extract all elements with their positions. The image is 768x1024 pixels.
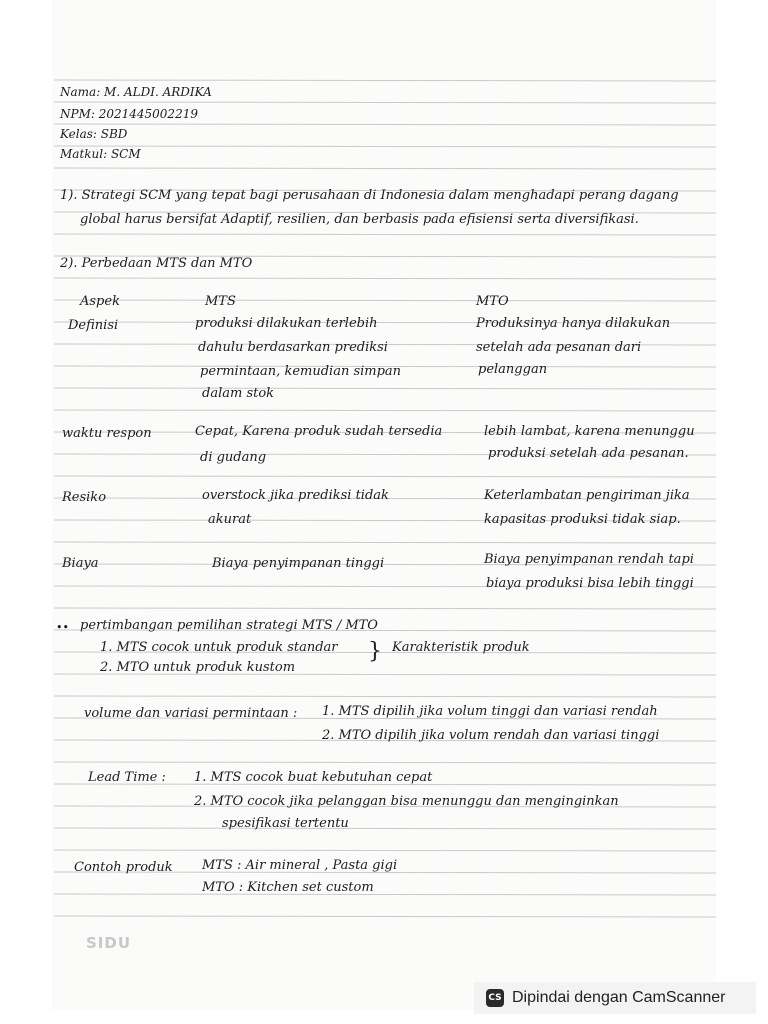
ruled-line bbox=[54, 278, 716, 279]
answer-1-line-1: 1). Strategi SCM yang tepat bagi perusahaan di Indonesia dalam menghadapi perang dagang bbox=[60, 188, 679, 203]
waktu-mto-line: lebih lambat, karena menunggu bbox=[484, 424, 695, 439]
answer-2-title: 2). Perbedaan MTS dan MTO bbox=[60, 256, 253, 271]
ruled-line bbox=[54, 410, 716, 411]
camscanner-text: Dipindai dengan CamScanner bbox=[512, 989, 726, 1006]
definisi-mts-line: produksi dilakukan terlebih bbox=[195, 316, 378, 331]
curly-bracket-icon: } bbox=[368, 639, 382, 664]
biaya-mto-line: Biaya penyimpanan rendah tapi bbox=[484, 552, 694, 567]
row-aspek-biaya: Biaya bbox=[62, 556, 99, 571]
ruled-line bbox=[54, 102, 716, 103]
characteristic-label: Karakteristik produk bbox=[392, 640, 530, 655]
biaya-mts-line: Biaya penyimpanan tinggi bbox=[212, 556, 385, 571]
course-name: Matkul: SCM bbox=[60, 147, 141, 161]
row-aspek-waktu-respon: waktu respon bbox=[62, 426, 152, 441]
ruled-line bbox=[54, 608, 716, 609]
bullet-icon: •• bbox=[56, 621, 69, 634]
column-header-mto: MTO bbox=[476, 294, 509, 309]
definisi-mts-line: dahulu berdasarkan prediksi bbox=[198, 340, 388, 355]
row-aspek-definisi: Definisi bbox=[68, 318, 119, 333]
consideration-item: 1. MTS cocok untuk produk standar bbox=[100, 640, 338, 655]
ruled-line bbox=[54, 850, 716, 851]
camscanner-icon: CS bbox=[486, 989, 504, 1007]
ruled-line bbox=[54, 894, 716, 895]
volume-item: 1. MTS dipilih jika volum tinggi dan variasi rendah bbox=[322, 704, 658, 719]
waktu-mts-line: di gudang bbox=[200, 450, 267, 465]
resiko-mto-line: kapasitas produksi tidak siap. bbox=[484, 512, 681, 527]
ruled-line bbox=[54, 146, 716, 147]
lead-time-item: 2. MTO cocok jika pelanggan bisa menunggu dan menginginkan bbox=[194, 794, 619, 809]
ruled-line bbox=[54, 388, 716, 389]
definisi-mts-line: permintaan, kemudian simpan bbox=[200, 364, 402, 379]
student-class: Kelas: SBD bbox=[60, 127, 128, 141]
resiko-mts-line: akurat bbox=[208, 512, 252, 527]
ruled-line bbox=[54, 124, 716, 125]
lead-time-label: Lead Time : bbox=[88, 770, 166, 785]
definisi-mto-line: Produksinya hanya dilakukan bbox=[476, 316, 671, 331]
column-header-mts: MTS bbox=[205, 294, 236, 309]
waktu-mts-line: Cepat, Karena produk sudah tersedia bbox=[195, 424, 443, 439]
student-npm: NPM: 2021445002219 bbox=[60, 107, 198, 121]
biaya-mto-line: biaya produksi bisa lebih tinggi bbox=[486, 576, 694, 591]
ruled-line bbox=[54, 762, 716, 763]
resiko-mts-line: overstock jika prediksi tidak bbox=[202, 488, 389, 503]
ruled-line bbox=[54, 542, 716, 543]
definisi-mts-line: dalam stok bbox=[202, 386, 275, 401]
volume-label: volume dan variasi permintaan : bbox=[84, 706, 298, 721]
camscanner-watermark bbox=[474, 982, 756, 1014]
ruled-line bbox=[54, 828, 716, 829]
ruled-line bbox=[54, 300, 716, 301]
answer-1-line-2: global harus bersifat Adaptif, resilien, dan berbasis pada efisiensi serta diversifikasi. bbox=[80, 212, 639, 227]
considerations-title: pertimbangan pemilihan strategi MTS / MTO bbox=[80, 618, 378, 633]
example-item: MTO : Kitchen set custom bbox=[202, 880, 374, 895]
ruled-line bbox=[54, 696, 716, 697]
row-aspek-resiko: Resiko bbox=[62, 490, 107, 505]
ruled-line bbox=[54, 80, 716, 81]
ruled-line bbox=[54, 476, 716, 477]
column-header-aspek: Aspek bbox=[80, 294, 120, 309]
ruled-line bbox=[54, 234, 716, 235]
resiko-mto-line: Keterlambatan pengiriman jika bbox=[484, 488, 690, 503]
definisi-mto-line: pelanggan bbox=[478, 362, 548, 377]
volume-item: 2. MTO dipilih jika volum rendah dan variasi tinggi bbox=[322, 728, 660, 743]
ruled-line bbox=[54, 168, 716, 169]
example-item: MTS : Air mineral , Pasta gigi bbox=[202, 858, 398, 873]
lead-time-item: 1. MTS cocok buat kebutuhan cepat bbox=[194, 770, 433, 785]
ruled-line bbox=[54, 916, 716, 917]
lead-time-item: spesifikasi tertentu bbox=[222, 816, 349, 831]
student-name: Nama: M. ALDI. ARDIKA bbox=[60, 85, 212, 99]
example-label: Contoh produk bbox=[74, 860, 173, 875]
consideration-item: 2. MTO untuk produk kustom bbox=[100, 660, 296, 675]
definisi-mto-line: setelah ada pesanan dari bbox=[476, 340, 642, 355]
notebook-brand-logo: SIDU bbox=[86, 934, 132, 952]
waktu-mto-line: produksi setelah ada pesanan. bbox=[488, 446, 689, 461]
